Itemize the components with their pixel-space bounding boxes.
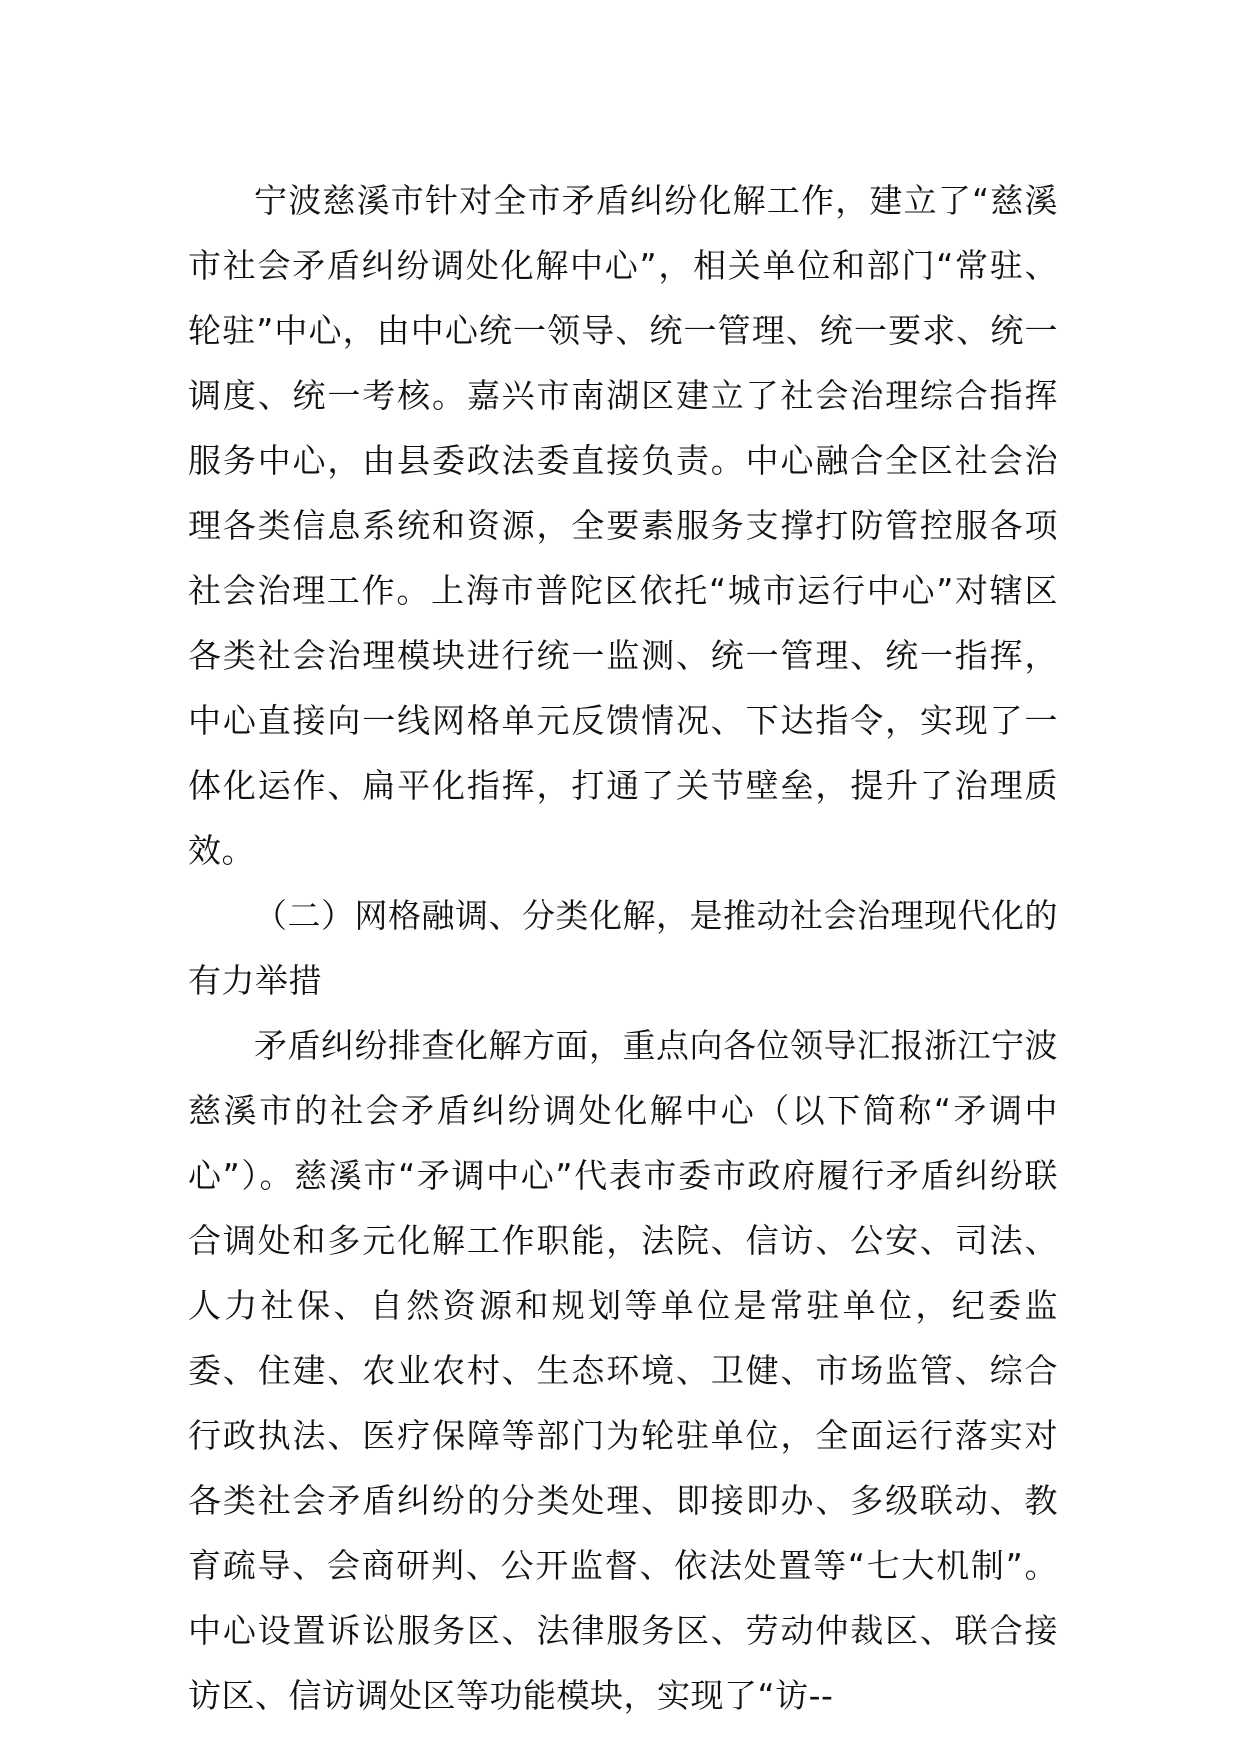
paragraph-mediation-center: 矛盾纠纷排查化解方面，重点向各位领导汇报浙江宁波慈溪市的社会矛盾纠纷调处化解中心（以下简称“矛调中心”）。慈溪市“矛调中心”代表市委市政府履行矛盾纠纷联合调处和多元化解工作职能，法院、信访、公安、司法、人力社保、自然资源和规划等单位是常驻单位，纪委监委、住建、农业农村、生态环境、卫健、市场监管、综合行政执法、医疗保障等部门为轮驻单位，全面运行落实对各类社会矛盾纠纷的分类处理、即接即办、多级联动、教育疏导、会商研判、公开监督、依法处置等“七大机制”。中心设置诉讼服务区、法律服务区、劳动仲裁区、联合接访区、信访调处区等功能模块，实现了“访--	[188, 1026, 1058, 1715]
paragraph-cixi-ninghu-putuo: 宁波慈溪市针对全市矛盾纠纷化解工作，建立了“慈溪市社会矛盾纠纷调处化解中心”，相关单位和部门“常驻、轮驻”中心，由中心统一领导、统一管理、统一要求、统一调度、统一考核。嘉兴市南湖区建立了社会治理综合指挥服务中心，由县委政法委直接负责。中心融合全区社会治理各类信息系统和资源，全要素服务支撑打防管控服各项社会治理工作。上海市普陀区依托“城市运行中心”对辖区各类社会治理模块进行统一监测、统一管理、统一指挥，中心直接向一线网格单元反馈情况、下达指令，实现了一体化运作、扁平化指挥，打通了关节壁垒，提升了治理质效。	[188, 181, 1058, 870]
document-body	[188, 168, 1058, 1728]
section-heading-2: （二）网格融调、分类化解，是推动社会治理现代化的有力举措	[188, 896, 1058, 1000]
